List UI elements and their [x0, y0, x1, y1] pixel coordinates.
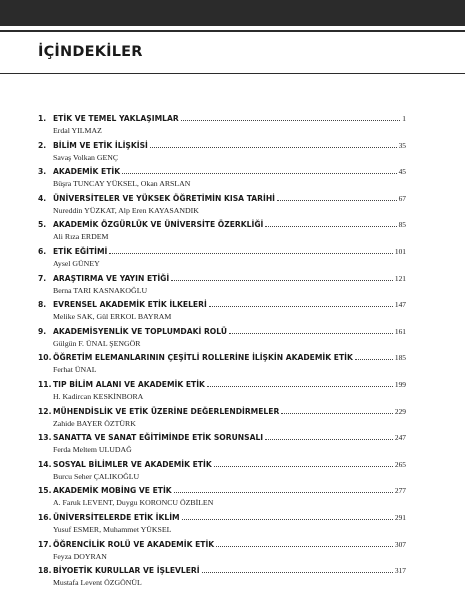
toc-entry[interactable] — [38, 538, 406, 564]
toc-entry-line — [38, 431, 406, 443]
toc-entry-line — [38, 458, 406, 470]
toc-entry-line — [38, 484, 406, 496]
dot-leader — [207, 378, 393, 387]
page-number: 101 — [394, 247, 406, 256]
toc-entry[interactable] — [38, 378, 406, 404]
toc-entry-line — [38, 272, 406, 284]
toc-entry[interactable] — [38, 351, 406, 377]
toc-entry[interactable] — [38, 511, 406, 537]
toc-entry-line — [38, 325, 406, 337]
header-rule — [0, 30, 465, 32]
dot-leader — [265, 431, 393, 440]
chapter-authors: Feyza DOYRAN — [53, 551, 107, 561]
toc-entry[interactable] — [38, 112, 406, 138]
toc-entry-line — [38, 405, 406, 417]
toc-entry-line — [38, 564, 406, 576]
chapter-title: SOSYAL BİLİMLER VE AKADEMİK ETİK — [53, 459, 212, 469]
chapter-title: ETİK VE TEMEL YAKLAŞIMLAR — [53, 114, 179, 123]
chapter-number: 14. — [38, 459, 52, 469]
page-number: 121 — [394, 273, 406, 283]
toc-entry-line — [38, 218, 406, 230]
page-number: 277 — [394, 486, 406, 496]
page-number: 1 — [402, 114, 406, 123]
page-number: 291 — [394, 513, 406, 522]
toc-entry-line — [38, 192, 406, 204]
table-of-contents — [0, 112, 465, 594]
page-number: 307 — [394, 539, 406, 549]
chapter-authors: A. Faruk LEVENT, Duygu KORONCU ÖZBİLEN — [53, 498, 214, 508]
chapter-authors: Yusuf ESMER, Muhammet YÜKSEL — [53, 525, 172, 534]
toc-entry[interactable] — [38, 484, 406, 510]
toc-entry-line — [38, 298, 406, 310]
chapter-authors: Melike SAK, Gül ERKOL BAYRAM — [53, 312, 172, 322]
chapter-number: 1. — [38, 114, 47, 123]
chapter-title: ÜNİVERSİTELER VE YÜKSEK ÖĞRETİMİN KISA TARİHİ — [53, 193, 276, 203]
dot-leader — [171, 272, 393, 281]
chapter-number: 3. — [38, 167, 47, 177]
chapter-number: 15. — [38, 486, 52, 496]
dot-leader — [216, 538, 393, 547]
chapter-authors: Zahide BAYER ÖZTÜRK — [53, 418, 136, 428]
toc-entry-line — [38, 112, 406, 124]
page-number: 265 — [394, 459, 406, 469]
toc-entry[interactable] — [38, 325, 406, 351]
page-number: 247 — [394, 433, 406, 443]
chapter-authors: Mustafa Levent ÖZGÖNÜL — [53, 578, 142, 588]
chapter-title: AKADEMİSYENLİK VE TOPLUMDAKİ ROLÜ — [53, 326, 227, 336]
chapter-number: 5. — [38, 220, 47, 230]
chapter-number: 11. — [38, 380, 52, 389]
chapter-title: BİLİM VE ETİK İLİŞKİSİ — [53, 140, 148, 150]
toc-entry[interactable] — [38, 458, 406, 484]
chapter-title: AKADEMİK ÖZGÜRLÜK VE ÜNİVERSİTE ÖZERKLİĞİ — [53, 220, 264, 230]
chapter-authors: Burcu Seher ÇALIKOĞLU — [53, 471, 140, 481]
chapter-number: 18. — [38, 566, 52, 576]
chapter-authors: Büşra TUNCAY YÜKSEL, Okan ARSLAN — [53, 179, 191, 189]
dot-leader — [122, 165, 396, 174]
chapter-title: AKADEMİK MOBİNG VE ETİK — [53, 486, 172, 496]
toc-entry-line — [38, 511, 406, 523]
chapter-number: 9. — [38, 326, 47, 336]
toc-entry-line — [38, 351, 406, 363]
chapter-number: 12. — [38, 406, 52, 416]
chapter-number: 8. — [38, 300, 47, 310]
header-bar — [0, 0, 465, 26]
chapter-title: ARAŞTIRMA VE YAYIN ETİĞİ — [53, 273, 170, 283]
chapter-title: TIP BİLİM ALANI VE AKADEMİK ETİK — [53, 380, 205, 389]
toc-entry[interactable] — [38, 272, 406, 298]
chapter-number: 10. — [38, 353, 52, 363]
page-title: İÇİNDEKİLER — [38, 44, 143, 60]
page-number: 85 — [398, 220, 406, 230]
page-number: 67 — [398, 193, 406, 203]
chapter-authors: Ali Rıza ERDEM — [53, 232, 109, 242]
toc-entry-line — [38, 165, 406, 177]
toc-entry[interactable] — [38, 431, 406, 457]
chapter-authors: Ferda Meltem ULUDAĞ — [53, 445, 132, 455]
toc-entry-line — [38, 139, 406, 151]
chapter-title: ÖĞRENCİLİK ROLÜ VE AKADEMİK ETİK — [53, 539, 215, 549]
dot-leader — [214, 458, 393, 467]
chapter-number: 16. — [38, 513, 52, 522]
toc-entry-line — [38, 245, 406, 257]
toc-entry[interactable] — [38, 139, 406, 165]
chapter-authors: Ferhat ÜNAL — [53, 365, 97, 375]
chapter-authors: H. Kadircan KESKİNBORA — [53, 392, 144, 401]
page-number: 45 — [398, 167, 406, 177]
chapter-number: 2. — [38, 140, 47, 150]
chapter-authors: Berna TARI KASNAKOĞLU — [53, 285, 148, 295]
toc-entry-line — [38, 378, 406, 390]
dot-leader — [182, 511, 393, 520]
chapter-authors: Aysel GÜNEY — [53, 259, 100, 268]
dot-leader — [150, 139, 397, 148]
chapter-title: SANATTA VE SANAT EĞİTİMİNDE ETİK SORUNSALI — [53, 433, 264, 443]
chapter-authors: Gülgün F. ÜNAL ŞENGÖR — [53, 338, 141, 348]
page-number: 229 — [394, 406, 406, 416]
chapter-title: ÜNİVERSİTELERDE ETİK İKLİM — [53, 513, 180, 522]
toc-entry[interactable] — [38, 405, 406, 431]
page-number: 317 — [394, 566, 406, 576]
chapter-authors: Savaş Volkan GENÇ — [53, 152, 119, 162]
dot-leader — [355, 351, 393, 360]
dot-leader — [109, 245, 393, 254]
page-number: 35 — [398, 140, 406, 150]
toc-entry[interactable] — [38, 165, 406, 191]
page-number: 185 — [394, 353, 406, 363]
toc-entry-line — [38, 538, 406, 550]
chapter-title: MÜHENDİSLİK VE ETİK ÜZERİNE DEĞERLENDİRMELER — [53, 406, 280, 416]
chapter-title: ÖĞRETİM ELEMANLARININ ÇEŞİTLİ ROLLERİNE İLİŞKİN AKADEMİK ETİK — [53, 353, 353, 363]
dot-leader — [181, 112, 401, 121]
chapter-number: 6. — [38, 247, 47, 256]
toc-entry[interactable] — [38, 298, 406, 324]
chapter-title: AKADEMİK ETİK — [53, 167, 121, 177]
dot-leader — [281, 405, 393, 414]
dot-leader — [202, 564, 393, 573]
chapter-title: EVRENSEL AKADEMİK ETİK İLKELERİ — [53, 300, 207, 310]
dot-leader — [277, 192, 397, 201]
toc-entry[interactable] — [38, 245, 406, 271]
chapter-number: 13. — [38, 433, 52, 443]
page-number: 199 — [394, 380, 406, 389]
title-divider — [0, 73, 465, 74]
toc-entry[interactable] — [38, 564, 406, 590]
dot-leader — [209, 298, 393, 307]
page-number: 147 — [394, 300, 406, 310]
toc-entry[interactable] — [38, 218, 406, 244]
chapter-number: 7. — [38, 273, 47, 283]
chapter-title: BİYOETİK KURULLAR VE İŞLEVLERİ — [53, 566, 200, 576]
chapter-number: 4. — [38, 193, 47, 203]
dot-leader — [229, 325, 393, 334]
chapter-authors: Erdal YILMAZ — [53, 126, 102, 135]
page-number: 161 — [394, 326, 406, 336]
chapter-title: ETİK EĞİTİMİ — [53, 247, 108, 256]
chapter-number: 17. — [38, 539, 52, 549]
chapter-authors: Nureddin YÜZKAT, Alp Eren KAYASANDIK — [53, 205, 199, 215]
toc-entry[interactable] — [38, 192, 406, 218]
dot-leader — [174, 484, 393, 493]
dot-leader — [265, 218, 396, 227]
